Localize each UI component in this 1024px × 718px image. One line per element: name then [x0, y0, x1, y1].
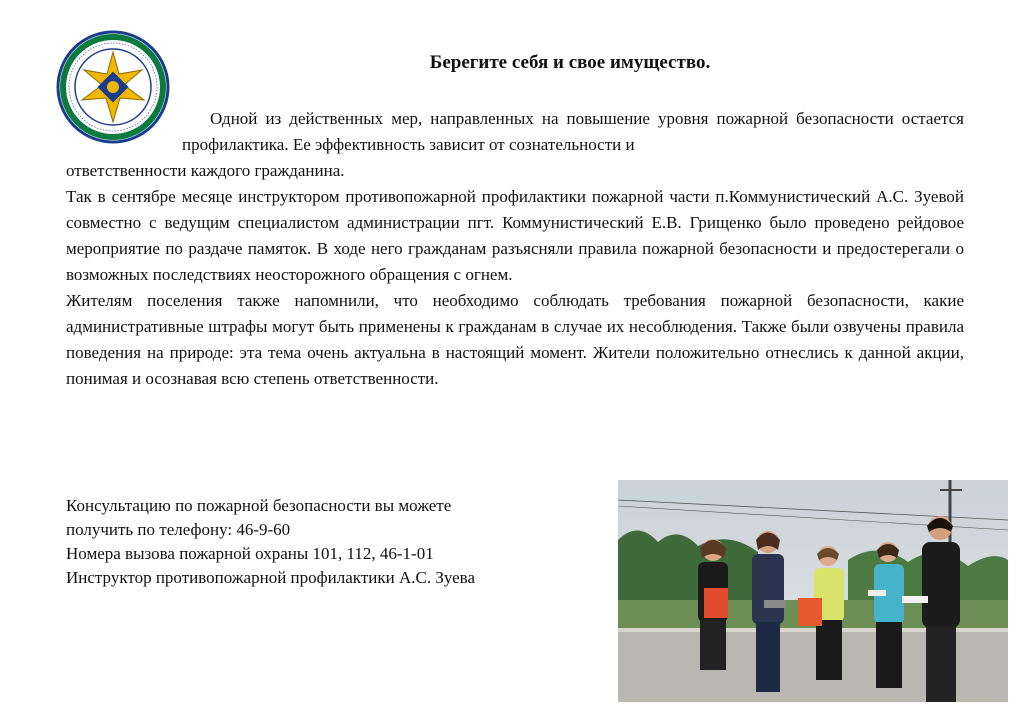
- contact-phone: получить по телефону: 46-9-60: [66, 520, 291, 539]
- event-photo: [618, 480, 1008, 702]
- instructor-name: Инструктор противопожарной профилактики А.С. Зуева: [66, 568, 476, 587]
- contact-info: [66, 494, 586, 590]
- paragraph-intro-continuation: ответственности каждого гражданина.: [66, 161, 345, 180]
- contact-line: Консультацию по пожарной безопасности вы можете: [66, 496, 452, 515]
- paragraph-event: Так в сентябре месяце инструктором противопожарной профилактики пожарной части п.Коммунистический А.С. Зуевой совместно с ведущим специалистом администрации пгт. Коммунистический Е.В. Грищенко было проведено рейдовое мероприятие по раздаче памяток. В ходе него гражданам разъясняли правила пожарной безопасности и предостерегали о возможных последствиях неосторожного обращения с огнем.: [66, 187, 964, 284]
- paragraph-reminder: Жителям поселения также напомнили, что необходимо соблюдать требования пожарной безопасности, какие административные штрафы могут быть применены к гражданам в случае их несоблюдения. Также были озвучены правила поведения на природе: эта тема очень актуальна в настоящий момент. Жители положительно отнеслись к данной акции, понимая и осознавая всю степень ответственности.: [66, 291, 964, 388]
- article-body: [66, 106, 964, 392]
- page-title: Берегите себя и свое имущество.: [429, 52, 711, 73]
- emergency-numbers: Номера вызова пожарной охраны 101, 112, 46-1-01: [66, 544, 434, 563]
- paragraph-intro: Одной из действенных мер, направленных на повышение уровня пожарной безопасности остается профилактика. Ее эффективность зависит от сознательности и: [182, 109, 964, 154]
